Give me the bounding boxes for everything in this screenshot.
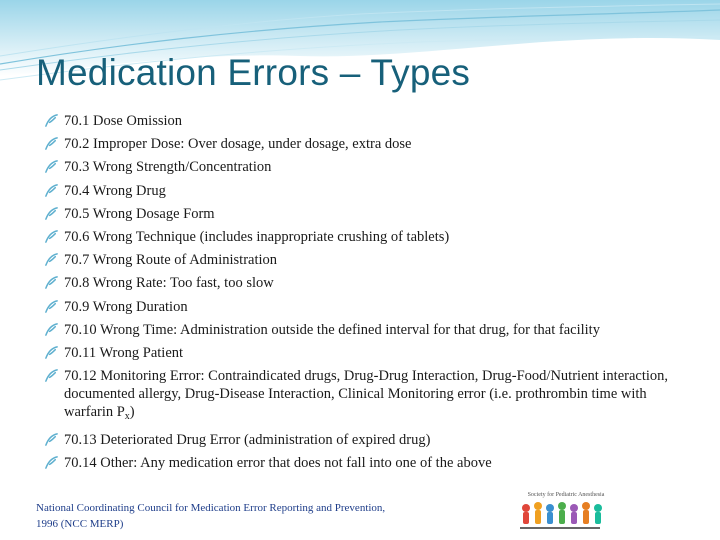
list-item: 70.13 Deteriorated Drug Error (administration of expired drug) — [44, 431, 684, 449]
list-item: 70.14 Other: Any medication error that does not fall into one of the above — [44, 454, 684, 472]
bullet-icon — [44, 432, 59, 447]
list-item: 70.11 Wrong Patient — [44, 344, 684, 362]
bullet-icon — [44, 345, 59, 360]
bullet-icon — [44, 113, 59, 128]
bullet-icon — [44, 183, 59, 198]
subscript-x: x — [124, 411, 130, 423]
list-item: 70.10 Wrong Time: Administration outside the defined interval for that drug, for that facility — [44, 321, 684, 339]
bullet-icon — [44, 136, 59, 151]
bullet-icon — [44, 252, 59, 267]
bullet-icon — [44, 322, 59, 337]
bullet-icon — [44, 159, 59, 174]
list-item: 70.7 Wrong Route of Administration — [44, 251, 684, 269]
source-line-2: 1996 (NCC MERP) — [36, 518, 124, 530]
source-line-1: National Coordinating Council for Medication Error Reporting and Prevention, — [36, 502, 386, 514]
bullet-icon — [44, 229, 59, 244]
bullet-icon — [44, 275, 59, 290]
logo-caption: Society for Pediatric Anesthesia — [527, 492, 605, 498]
list-item: 70.1 Dose Omission — [44, 112, 684, 130]
list-item: 70.3 Wrong Strength/Concentration — [44, 158, 684, 176]
bullet-icon — [44, 368, 59, 383]
list-item: 70.4 Wrong Drug — [44, 182, 684, 200]
list-item: 70.2 Improper Dose: Over dosage, under dosage, extra dose — [44, 135, 684, 153]
source-citation — [36, 500, 466, 532]
error-types-list — [44, 112, 684, 478]
list-item: 70.12 Monitoring Error: Contraindicated drugs, Drug-Drug Interaction, Drug-Food/Nutrient interaction, documented allergy, Drug-Disease Interaction, Clinical Monitoring error (i.e. prothrombin time with warfarin $P_x$) — [44, 367, 684, 426]
bullet-icon — [44, 299, 59, 314]
list-item: 70.5 Wrong Dosage Form — [44, 205, 684, 223]
list-item: 70.9 Wrong Duration — [44, 298, 684, 316]
society-logo — [514, 494, 606, 534]
bullet-icon — [44, 455, 59, 470]
bullet-icon — [44, 206, 59, 221]
list-item: 70.8 Wrong Rate: Too fast, too slow — [44, 274, 684, 292]
slide-title: Medication Errors – Types — [36, 52, 471, 93]
list-item: 70.6 Wrong Technique (includes inappropriate crushing of tablets) — [44, 228, 684, 246]
